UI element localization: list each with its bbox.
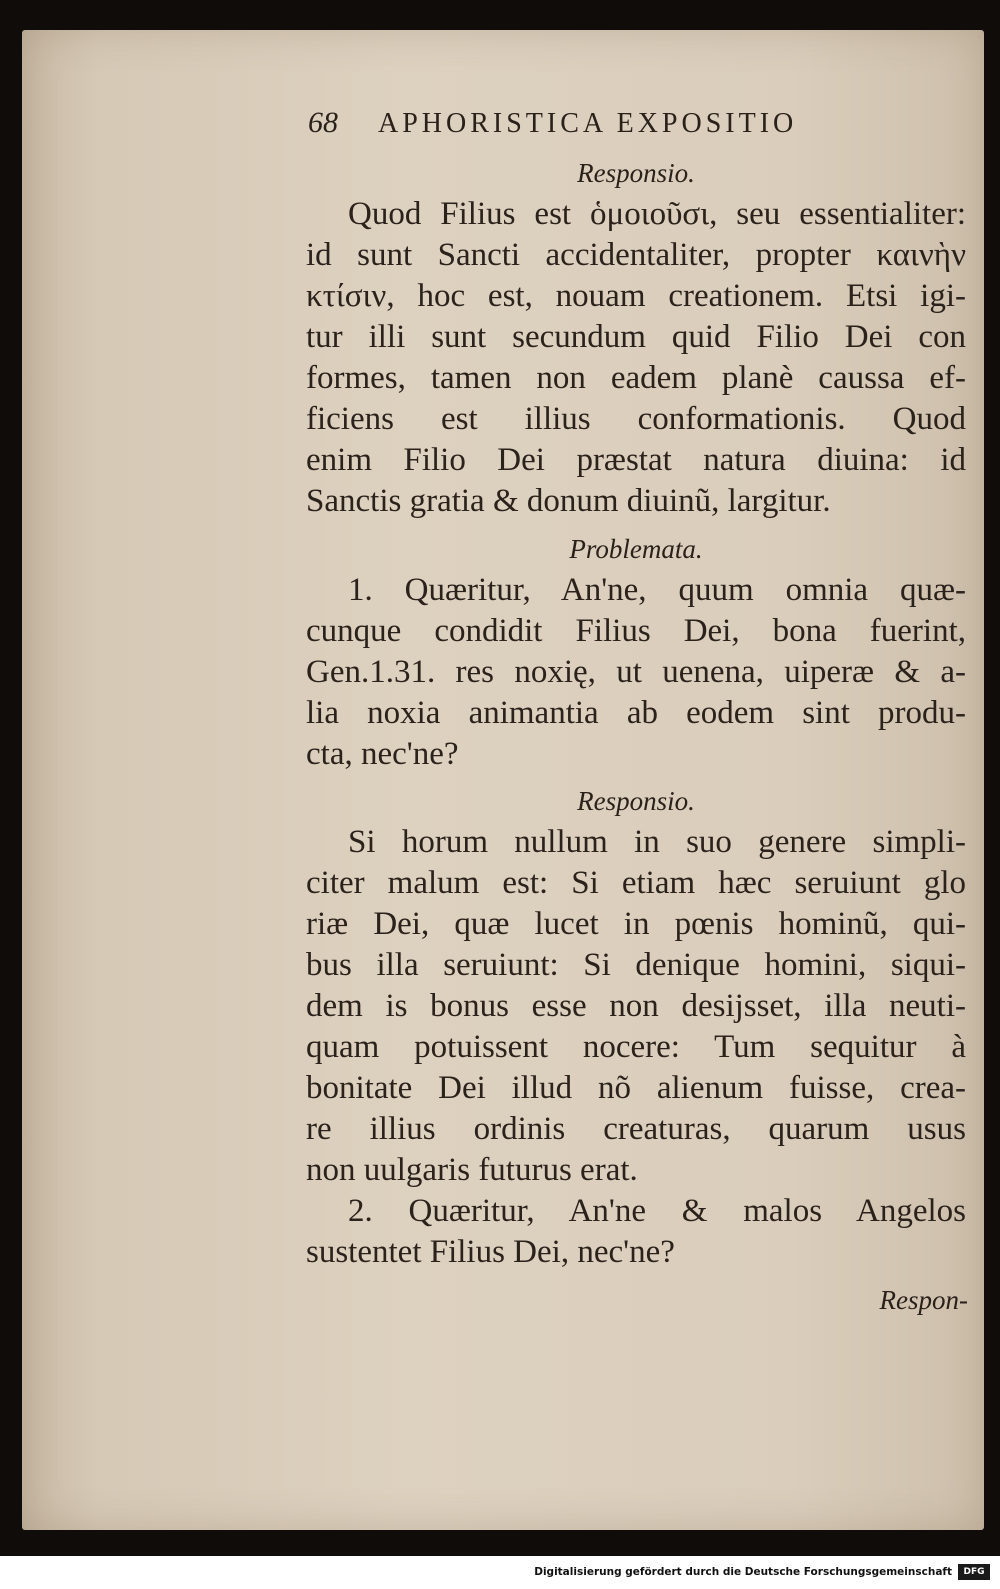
page-number: 68 <box>308 106 338 139</box>
catchword: Respon- <box>879 1285 968 1315</box>
section-problemata <box>306 528 966 775</box>
text-line: riæ Dei, quæ lucet in pœnis hominũ, qui- <box>306 906 966 942</box>
text-line: non uulgaris futurus erat. <box>306 1152 638 1188</box>
text-line: quam potuissent nocere: Tum sequitur à <box>306 1029 966 1065</box>
text-line: dem is bonus esse non desijsset, illa neuti- <box>306 988 966 1024</box>
text-line: enim Filio Dei præstat natura diuina: id <box>306 442 966 478</box>
text-line: lia noxia animantia ab eodem sint produ- <box>306 695 966 731</box>
text-line: id sunt Sancti accidentaliter, propter καινὴν <box>306 237 966 273</box>
text-line: Si horum nullum in suo genere simpli- <box>348 824 966 860</box>
text-line: sustentet Filius Dei, nec'ne? <box>306 1234 675 1270</box>
digitization-credit: Digitalisierung gefördert durch die Deutsche Forschungsgemeinschaft <box>534 1566 952 1578</box>
text-line: re illius ordinis creaturas, quarum usus <box>306 1111 966 1147</box>
section-heading: Problemata. <box>569 534 703 564</box>
section-responsio-2 <box>306 780 966 1273</box>
text-line: cunque condidit Filius Dei, bona fuerint, <box>306 613 966 649</box>
text-line: cta, nec'ne? <box>306 736 459 772</box>
text-line: Sanctis gratia & donum diuinũ, largitur. <box>306 483 831 519</box>
dfg-logo: DFG <box>958 1564 990 1580</box>
text-line: Quod Filius est ὁμοιοῦσι, seu essentialiter: <box>348 196 966 232</box>
text-line: formes, tamen non eadem planè caussa ef- <box>306 360 966 396</box>
text-line: 1. Quæritur, An'ne, quum omnia quæ- <box>348 572 966 608</box>
text-line: ficiens est illius conformationis. Quod <box>306 401 966 437</box>
text-line: 2. Quæritur, An'ne & malos Angelos <box>348 1193 966 1229</box>
text-line: bonitate Dei illud nõ alienum fuisse, crea- <box>306 1070 966 1106</box>
section-responsio-1 <box>306 152 966 522</box>
footer-bar <box>0 1556 1000 1589</box>
page-header <box>308 106 888 146</box>
text-line: tur illi sunt secundum quid Filio Dei con <box>306 319 966 355</box>
text-line: citer malum est: Si etiam hæc seruiunt glo <box>306 865 966 901</box>
text-line: Gen.1.31. res noxię, ut uenena, uiperæ & a- <box>306 654 966 690</box>
text-line: bus illa seruiunt: Si denique homini, siqui- <box>306 947 966 983</box>
section-heading: Responsio. <box>577 786 695 816</box>
text-line: κτίσιν, hoc est, nouam creationem. Etsi igi- <box>306 278 966 314</box>
running-head: APHORISTICA EXPOSITIO <box>378 108 798 139</box>
section-heading: Responsio. <box>577 158 695 188</box>
